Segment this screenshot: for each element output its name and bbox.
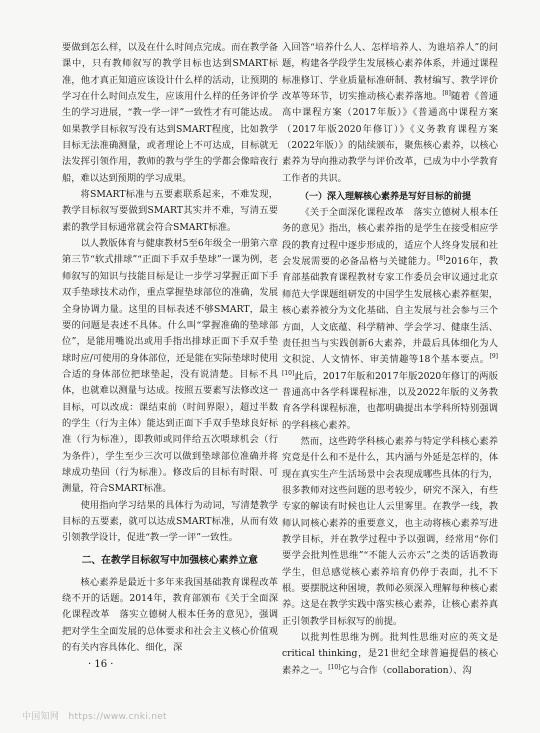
section-heading: 二、在教学目标叙写中加强核心素养立意 [81, 554, 258, 566]
paragraph: 以人教版体育与健康教材5至6年级全一册第六章第三节“软式排球”“正面下手双手垫球”一课为例，老师叙写的知识与技能目标是让一步学习掌握正面下手双手垫球技术动作，重点掌握垫球部位的准确，发展全身协调力量。这里的目标表述不够SMART，最主要的问题是表述不具体。什么叫“掌握准确的垫球部位”，是能用嘴说出或用手指出排球正面下手双手垫球时应/可使用的身体部位，还是能在实际垫球时使用合适的身体部位把球垫起，没有说清楚。目标不具体，也就难以测量与达成。按照五要素写法修改这一目标，可以改成：课结束前（时间界限），超过半数的学生（行为主体）能达到正面下手双手垫球良好标准（行为标准），即教师或同伴给五次喂球机会（行为条件），学生至少三次可以做到垫球部位准确并将球成功垫回（行为标准）。修改后的目标有时限、可测量，符合SMART标准。 [62, 238, 278, 495]
citation: [10] [328, 663, 341, 671]
citation: [8] [442, 89, 451, 97]
subsection-heading: （一）深入理解核心素养是写好目标的前提 [300, 192, 472, 203]
paragraph: 将SMART标准与五要素联系起来，不难发现，教学目标叙写要做到SMART其实并不难，写清五要素的教学目标通常就会符合SMART标准。 [62, 189, 278, 233]
citation: [9][10] [282, 353, 498, 377]
left-column [62, 40, 278, 656]
paragraph: 入回答“培养什么人、怎样培养人、为谁培养人”的问题，构建各学段学生发展核心素养体系，并通过课程标准修订、学业质量标准研制、教材编写、教学评价改革等环节，切实推动核心素养落地。[8]随着《普通高中课程方案（2017年版）》《普通高中课程方案（2017年版2020年修订）》《义务教育课程方案（2022年版）》的陆续颁布，聚焦核心素养，以核心素养为导向推动教学与评价改革，已成为中小学教育工作者的共识。 [282, 42, 499, 184]
paragraph: 要做到怎么样，以及在什么时间点完成。而在教学备课中，只有教师叙写的教学目标也达到SMART标准，他才真正知道应该设计什么样的活动，让预期的学习在什么时间点发生，应该用什么样的任务评价学生的学习进展，“教一学一评”一致性才有可能达成。如果教学目标叙写没有达到SMART程度，比如教学目标无法准确测量，或者理论上不可达成，目标就无法发挥引领作用，教师的教与学生的学都会像暗夜行船，难以达到预期的学习成果。 [62, 42, 278, 184]
paragraph: 核心素养是最近十多年来我国基础教育课程改革绕不开的话题。2014年，教育部颁布《关于全面深化课程改革 落实立德树人根本任务的意见》，强调把对学生全面发展的总体要求和社会主义核心价值观的有关内容具体化、细化，深 [62, 576, 278, 654]
source-watermark: 中国知网 https://www.cnki.net [22, 712, 167, 722]
paragraph: 然而，这些跨学科核心素养与特定学科核心素养究竟是什么和不是什么，其内涵与外延是怎样的，体现在真实生产生活场景中会表现成哪些具体的行为，很多教师对这些问题的思考较少，研究不深入，有些专家的解读有时候也让人云里雾里。在教学一线，教师认同核心素养的重要意义，也主动将核心素养写进教学目标，并在教学过程中予以强调，经常用“你们要学会批判性思维”“不能人云亦云”之类的话语教诲学生，但总感觉核心素养培育仍停于表面，扎不下根。要摆脱这种困境，教师必须深入理解每种核心素养。这是在教学实践中落实核心素养，让核心素养真正引领教学目标叙写的前提。 [282, 435, 498, 627]
paragraph: 使用指向学习结果的具体行为动词，写清楚教学目标的五要素，就可以达成SMART标准，从而有效引领教学设计，促进“教一学一评”一致性。 [62, 499, 278, 544]
paragraph: 《关于全面深化课程改革 落实立德树人根本任务的意见》指出，核心素养指的是学生在接受相应学段的教育过程中逐步形成的，适应个人终身发展和社会发展需要的必备品格与关键能力。[8]2016年，教育部基础教育课程教材专家工作委员会审议通过北京师范大学课题组研发的中国学生发展核心素养框架，核心素养被分为文化基础、自主发展与社会参与三个方面，人文底蕴、科学精神、学会学习、健康生活、责任担当与实践创新6大素养，并最后具体细化为人文积淀、人文情怀、审美情趣等18个基本要点。[9][10]此后，2017年版和2017年版2020年修订的两版普通高中各学科课程标准，以及2022年版的义务教育各学科课程标准，也都明确提出本学科所特别强调的学科核心素养。 [282, 207, 499, 431]
paragraph: 以批判性思维为例。批判性思维对应的英文是critical thinking，是21世纪全球普遍提倡的核心素养之一。[10]它与合作（collaboration）、沟 [282, 632, 498, 676]
right-column [282, 40, 498, 679]
citation: [8] [436, 255, 446, 263]
page-number: · 16 · [88, 659, 114, 670]
